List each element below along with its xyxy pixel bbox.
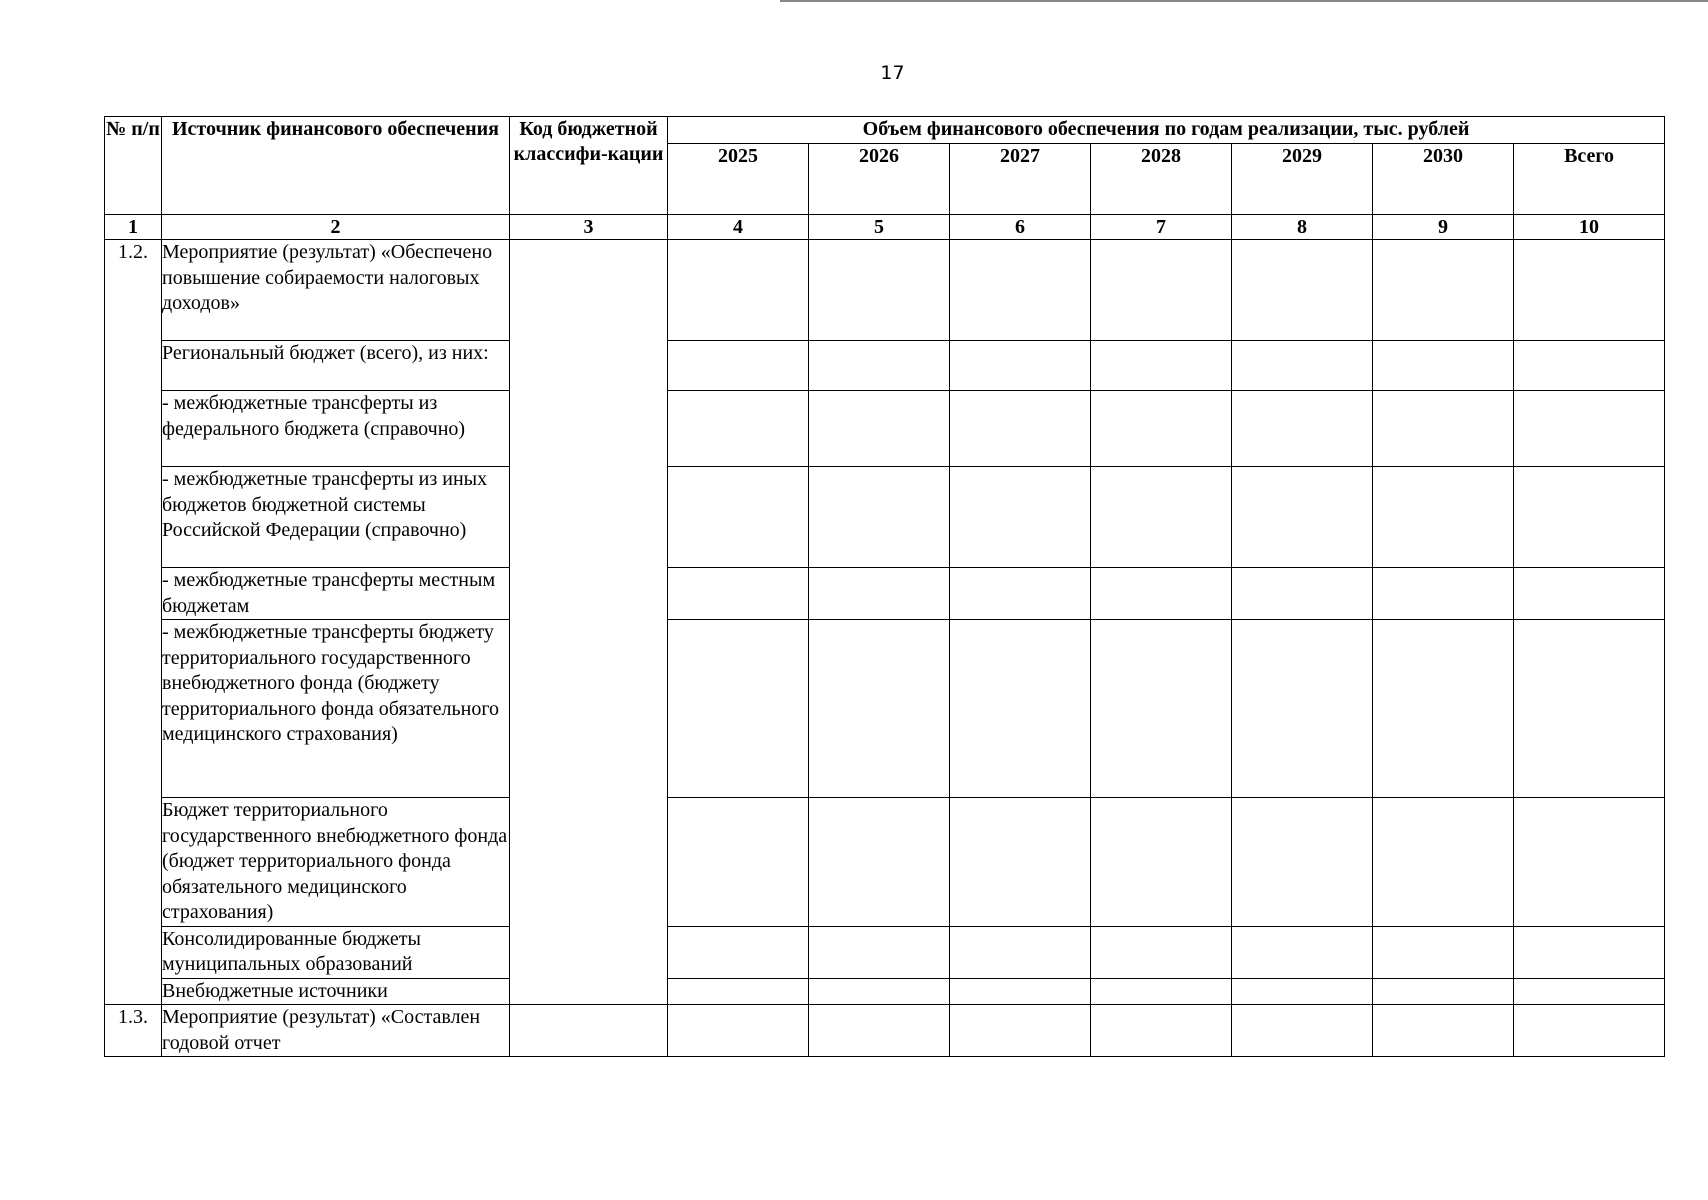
row-source: - межбюджетные трансферты бюджету территориального государственного внебюджетного фонда (бюджету территориального фонда обязательного медицинского страхования) — [162, 620, 510, 798]
value-cell — [950, 926, 1091, 978]
header-code: Код бюджетной классифи-кации — [510, 117, 668, 215]
value-cell — [1373, 978, 1514, 1005]
header-year-2025: 2025 — [668, 144, 809, 215]
row-source: - межбюджетные трансферты местным бюджетам — [162, 568, 510, 620]
value-cell — [1091, 926, 1232, 978]
page-number: 17 — [880, 62, 905, 84]
value-cell — [1232, 240, 1373, 341]
top-border-line — [780, 0, 1708, 2]
table-row — [105, 620, 1665, 798]
value-cell — [1514, 1005, 1665, 1057]
value-cell — [1091, 978, 1232, 1005]
row-code-cell — [510, 240, 668, 1005]
value-cell — [1232, 341, 1373, 391]
value-cell — [950, 568, 1091, 620]
header-year-2028: 2028 — [1091, 144, 1232, 215]
value-cell — [1514, 926, 1665, 978]
header-total: Всего — [1514, 144, 1665, 215]
row-code-cell — [510, 1005, 668, 1057]
value-cell — [1091, 620, 1232, 798]
value-cell — [668, 240, 809, 341]
column-number: 5 — [809, 215, 950, 240]
value-cell — [809, 341, 950, 391]
value-cell — [668, 467, 809, 568]
column-number: 2 — [162, 215, 510, 240]
header-year-2029: 2029 — [1232, 144, 1373, 215]
value-cell — [668, 926, 809, 978]
value-cell — [1091, 391, 1232, 467]
column-number: 4 — [668, 215, 809, 240]
value-cell — [950, 798, 1091, 927]
row-number: 1.2. — [105, 240, 162, 1005]
table-row — [105, 467, 1665, 568]
row-source: Мероприятие (результат) «Составлен годовой отчет — [162, 1005, 510, 1057]
value-cell — [1091, 467, 1232, 568]
value-cell — [1514, 391, 1665, 467]
value-cell — [1091, 240, 1232, 341]
value-cell — [1373, 568, 1514, 620]
value-cell — [809, 568, 950, 620]
value-cell — [809, 240, 950, 341]
value-cell — [950, 1005, 1091, 1057]
value-cell — [1514, 467, 1665, 568]
value-cell — [668, 798, 809, 927]
value-cell — [668, 1005, 809, 1057]
row-number: 1.3. — [105, 1005, 162, 1057]
value-cell — [1514, 240, 1665, 341]
value-cell — [950, 467, 1091, 568]
value-cell — [1373, 926, 1514, 978]
column-number: 8 — [1232, 215, 1373, 240]
column-number: 7 — [1091, 215, 1232, 240]
value-cell — [668, 341, 809, 391]
value-cell — [950, 341, 1091, 391]
value-cell — [1514, 568, 1665, 620]
table-row — [105, 391, 1665, 467]
value-cell — [1373, 1005, 1514, 1057]
value-cell — [1373, 467, 1514, 568]
value-cell — [950, 978, 1091, 1005]
value-cell — [809, 798, 950, 927]
header-num: № п/п — [105, 117, 162, 215]
value-cell — [1373, 620, 1514, 798]
table-row — [105, 978, 1665, 1005]
value-cell — [809, 391, 950, 467]
row-source: Консолидированные бюджеты муниципальных образований — [162, 926, 510, 978]
column-number: 10 — [1514, 215, 1665, 240]
table-row — [105, 341, 1665, 391]
header-row — [105, 117, 1665, 144]
value-cell — [1232, 391, 1373, 467]
value-cell — [950, 620, 1091, 798]
table-row — [105, 240, 1665, 341]
value-cell — [809, 620, 950, 798]
table-row — [105, 568, 1665, 620]
value-cell — [668, 568, 809, 620]
table-row — [105, 926, 1665, 978]
value-cell — [1091, 568, 1232, 620]
row-source: - межбюджетные трансферты из иных бюджетов бюджетной системы Российской Федерации (справочно) — [162, 467, 510, 568]
value-cell — [809, 467, 950, 568]
header-year-2027: 2027 — [950, 144, 1091, 215]
table-row — [105, 1005, 1665, 1057]
value-cell — [1514, 978, 1665, 1005]
value-cell — [1232, 467, 1373, 568]
value-cell — [668, 391, 809, 467]
value-cell — [1373, 798, 1514, 927]
value-cell — [950, 391, 1091, 467]
row-source: Мероприятие (результат) «Обеспечено повышение собираемости налоговых доходов» — [162, 240, 510, 341]
value-cell — [1373, 391, 1514, 467]
row-source: Региональный бюджет (всего), из них: — [162, 341, 510, 391]
value-cell — [809, 926, 950, 978]
header-year-2026: 2026 — [809, 144, 950, 215]
column-number: 3 — [510, 215, 668, 240]
financing-table — [104, 116, 1665, 1057]
row-source: Бюджет территориального государственного внебюджетного фонда (бюджет территориального фонда обязательного медицинского страхования) — [162, 798, 510, 927]
value-cell — [1232, 568, 1373, 620]
row-source: - межбюджетные трансферты из федерального бюджета (справочно) — [162, 391, 510, 467]
value-cell — [1091, 1005, 1232, 1057]
value-cell — [668, 620, 809, 798]
column-number: 1 — [105, 215, 162, 240]
table-row — [105, 798, 1665, 927]
value-cell — [809, 978, 950, 1005]
value-cell — [1514, 620, 1665, 798]
value-cell — [1232, 926, 1373, 978]
value-cell — [1514, 798, 1665, 927]
header-source: Источник финансового обеспечения — [162, 117, 510, 215]
value-cell — [950, 240, 1091, 341]
value-cell — [1232, 798, 1373, 927]
value-cell — [1373, 341, 1514, 391]
value-cell — [1091, 341, 1232, 391]
value-cell — [1232, 978, 1373, 1005]
value-cell — [809, 1005, 950, 1057]
column-numbers-row — [105, 215, 1665, 240]
column-number: 9 — [1373, 215, 1514, 240]
header-volume: Объем финансового обеспечения по годам реализации, тыс. рублей — [668, 117, 1665, 144]
value-cell — [1091, 798, 1232, 927]
value-cell — [1514, 341, 1665, 391]
row-source: Внебюджетные источники — [162, 978, 510, 1005]
value-cell — [1232, 620, 1373, 798]
value-cell — [668, 978, 809, 1005]
value-cell — [1373, 240, 1514, 341]
column-number: 6 — [950, 215, 1091, 240]
value-cell — [1232, 1005, 1373, 1057]
header-year-2030: 2030 — [1373, 144, 1514, 215]
